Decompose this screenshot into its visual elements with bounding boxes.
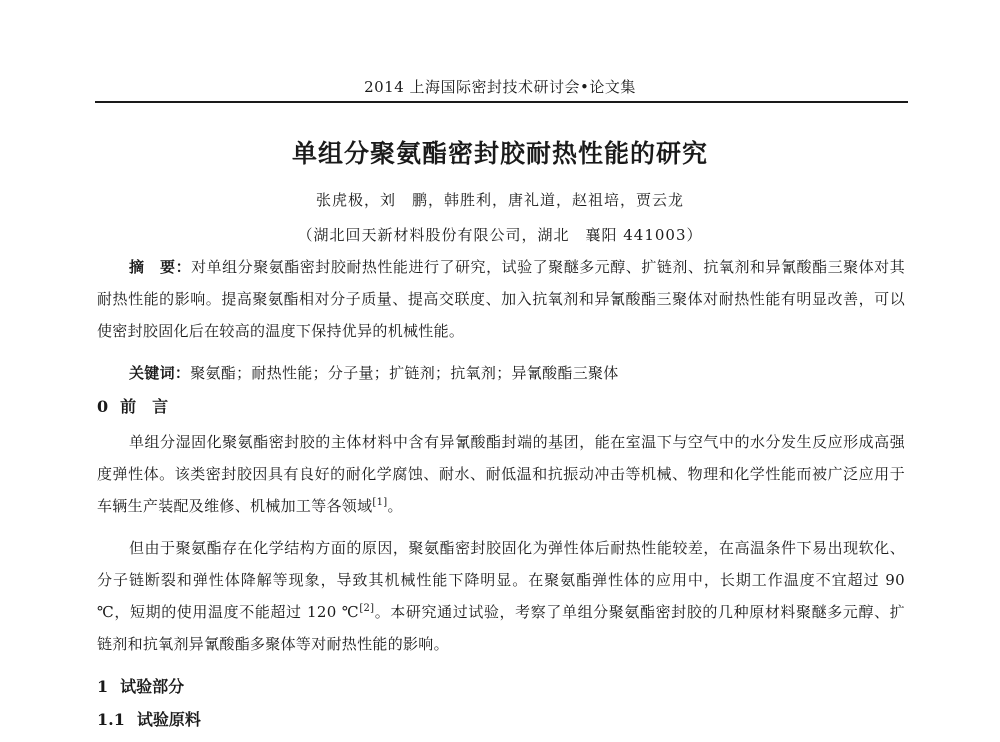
- section-title: 试验部分: [120, 677, 185, 696]
- paragraph-text: 单组分湿固化聚氨酯密封胶的主体材料中含有异氰酸酯封端的基团，能在室温下与空气中的水分发生反应形成高强度弹性体。该类密封胶因具有良好的耐化学腐蚀、耐水、耐低温和抗振动冲击等机械、物理和化学性能而被广泛应用于车辆生产装配及维修、机械加工等各领域: [97, 433, 905, 515]
- keywords-text: 聚氨酯；耐热性能；分子量；扩链剂；抗氧剂；异氰酸酯三聚体: [190, 364, 619, 382]
- citation-ref: [2]: [359, 603, 375, 614]
- abstract: [97, 251, 905, 347]
- intro-paragraph-1: [97, 426, 905, 522]
- affiliation: （湖北回天新材料股份有限公司，湖北 襄阳 441003）: [297, 226, 703, 244]
- keywords: [97, 357, 905, 389]
- abstract-label: 摘 要：: [129, 258, 192, 276]
- section-heading-introduction: [97, 394, 168, 417]
- section-number: 0: [97, 397, 109, 416]
- citation-ref: [1]: [372, 497, 388, 508]
- subsection-heading-materials: [97, 707, 201, 730]
- subsection-number: 1.1: [97, 710, 125, 729]
- section-heading-experimental: [97, 674, 184, 697]
- intro-paragraph-2: [97, 532, 905, 660]
- subsection-title: 试验原料: [136, 710, 201, 729]
- keywords-label: 关键词：: [129, 364, 191, 382]
- paragraph-end: 。: [387, 497, 403, 515]
- paper-title: 单组分聚氨酯密封胶耐热性能的研究: [291, 139, 708, 168]
- paragraph-text: 但由于聚氨酯存在化学结构方面的原因，聚氨酯密封胶固化为弹性体后耐热性能较差，在高温条件下易出现软化、分子链断裂和弹性体降解等现象，导致其机械性能下降明显。在聚氨酯弹性体的应用中，长期工作温度不宜超过 90 ℃，短期的使用温度不能超过 120 ℃: [97, 539, 905, 621]
- abstract-text: 对单组分聚氨酯密封胶耐热性能进行了研究，试验了聚醚多元醇、扩链剂、抗氧剂和异氰酸酯三聚体对其耐热性能的影响。提高聚氨酯相对分子质量、提高交联度、加入抗氧剂和异氰酸酯三聚体对耐热性能有明显改善，可以使密封胶固化后在较高的温度下保持优异的机械性能。: [97, 258, 906, 340]
- paragraph-end: 。本研究通过试验，考察了单组分聚氨酯密封胶的几种原材料聚醚多元醇、扩链剂和抗氧剂异氰酸酯多聚体等对耐热性能的影响。: [97, 603, 905, 653]
- running-header: 2014 上海国际密封技术研讨会•论文集: [364, 78, 636, 96]
- author-list: 张虎极，刘 鹏，韩胜利，唐礼道，赵祖培，贾云龙: [315, 191, 684, 209]
- section-title: 前 言: [120, 397, 169, 416]
- section-number: 1: [97, 677, 109, 696]
- header-rule: [95, 101, 908, 103]
